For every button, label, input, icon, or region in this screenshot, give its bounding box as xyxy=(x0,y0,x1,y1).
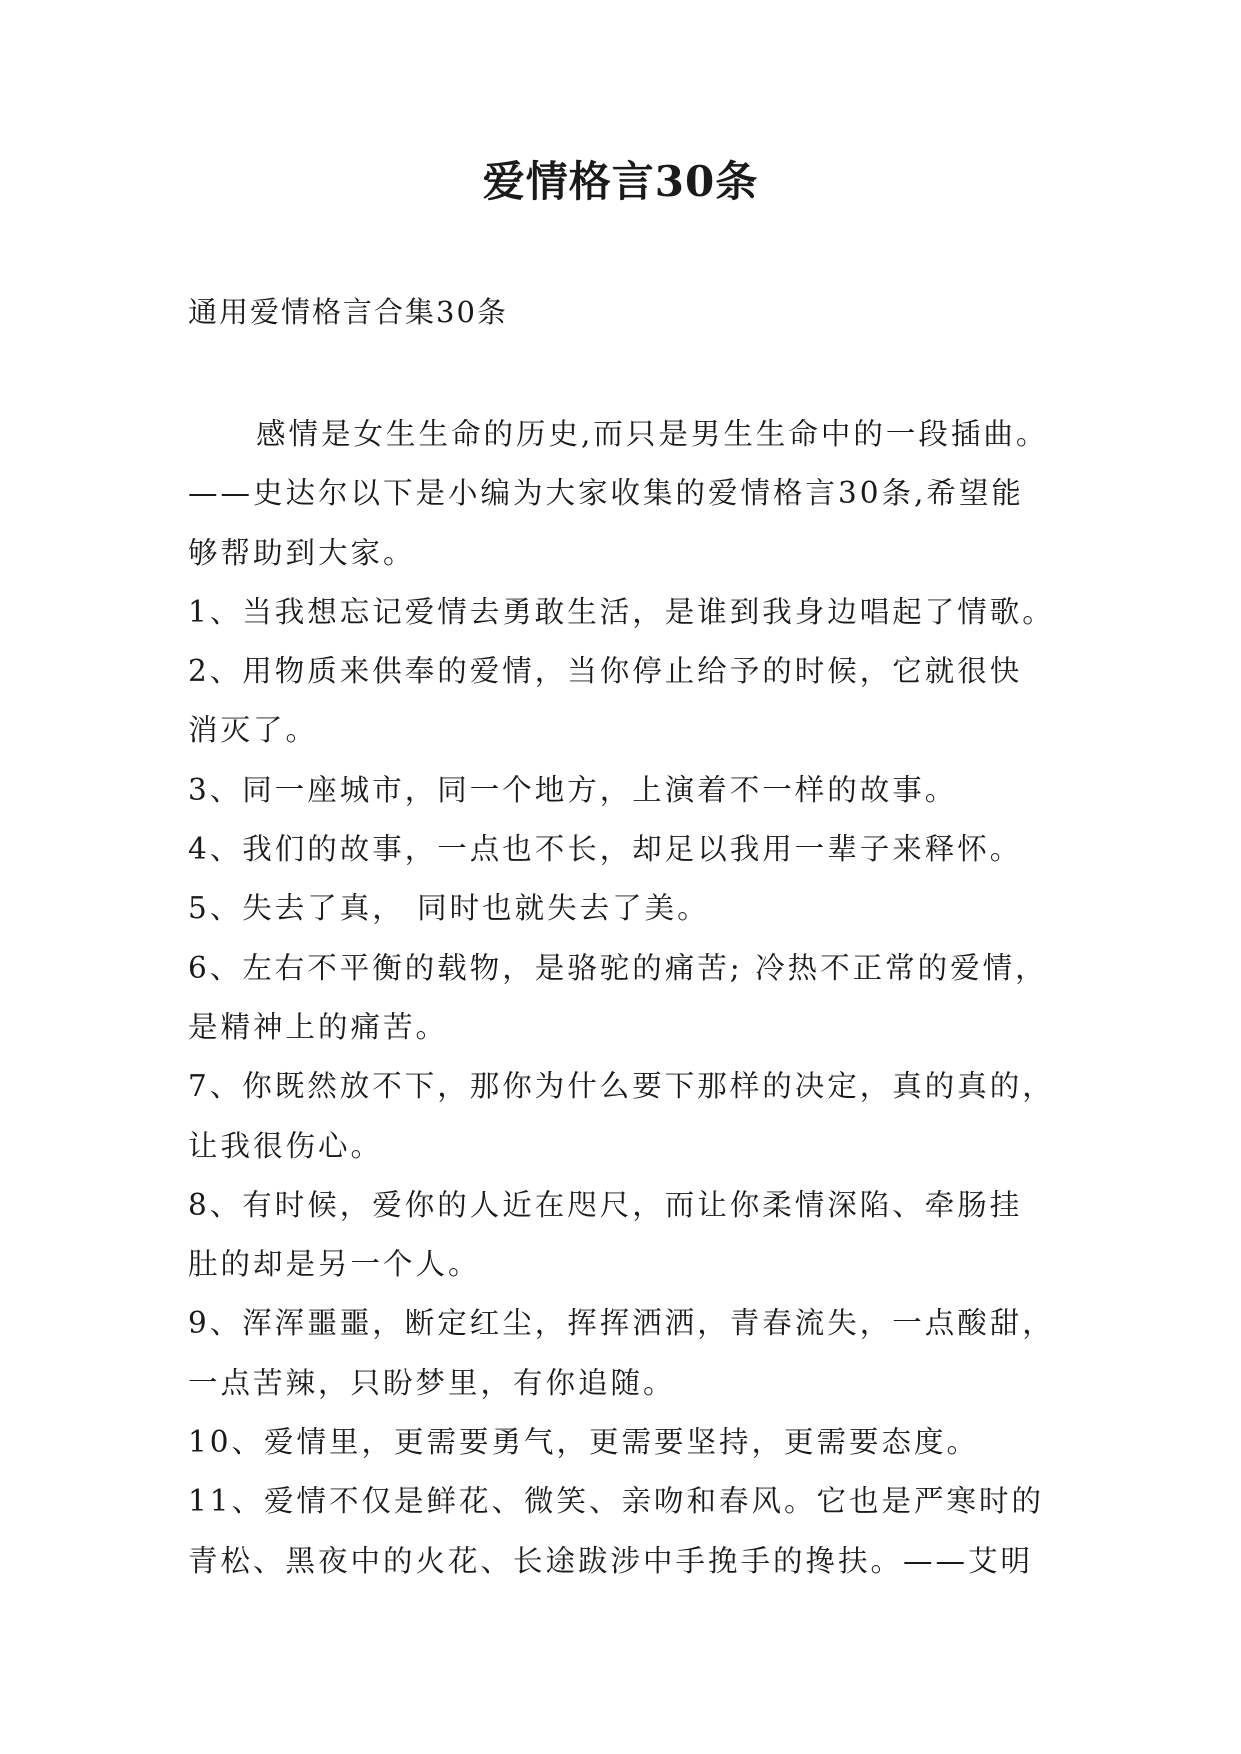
text-line: 8、有时候，爱你的人近在咫尺，而让你柔情深陷、牵肠挂 xyxy=(188,1187,1023,1222)
text-line: 4、我们的故事，一点也不长，却足以我用一辈子来释怀。 xyxy=(188,832,1023,867)
text-line: 是精神上的痛苦。 xyxy=(188,1009,449,1044)
document-body xyxy=(188,405,1068,1591)
text-line: 5、失去了真， 同时也就失去了美。 xyxy=(188,891,710,926)
text-line: 3、同一座城市，同一个地方，上演着不一样的故事。 xyxy=(188,772,958,807)
text-line: 够帮助到大家。 xyxy=(188,535,416,570)
text-line: 感情是女生生命的历史,而只是男生生命中的一段插曲。 xyxy=(256,417,1049,451)
text-line: 青松、黑夜中的火花、长途跋涉中手挽手的搀扶。——艾明 xyxy=(188,1543,1034,1578)
document-subtitle: 通用爱情格言合集30条 xyxy=(188,295,508,329)
text-line: 6、左右不平衡的载物，是骆驼的痛苦; 冷热不正常的爱情， xyxy=(188,950,1048,985)
text-line: ——史达尔以下是小编为大家收集的爱情格言30条,希望能 xyxy=(188,476,1024,511)
text-line: 一点苦辣，只盼梦里，有你追随。 xyxy=(188,1365,676,1400)
text-line: 消灭了。 xyxy=(188,713,319,748)
text-line: 肚的却是另一个人。 xyxy=(188,1247,481,1282)
text-line: 2、用物质来供奉的爱情，当你停止给予的时候，它就很快 xyxy=(188,654,1023,689)
text-line: 10、爱情里，更需要勇气，更需要坚持，更需要态度。 xyxy=(188,1425,980,1460)
text-line: 7、你既然放不下，那你为什么要下那样的决定，真的真的， xyxy=(188,1069,1055,1104)
text-line: 让我很伤心。 xyxy=(188,1128,384,1163)
document-title: 爱情格言30条 xyxy=(482,157,759,206)
text-line: 1、当我想忘记爱情去勇敢生活，是谁到我身边唱起了情歌。 xyxy=(188,594,1055,629)
text-line: 9、浑浑噩噩，断定红尘，挥挥洒洒，青春流失，一点酸甜， xyxy=(188,1306,1055,1341)
text-line: 11、爱情不仅是鲜花、微笑、亲吻和春风。它也是严寒时的 xyxy=(188,1484,1045,1519)
